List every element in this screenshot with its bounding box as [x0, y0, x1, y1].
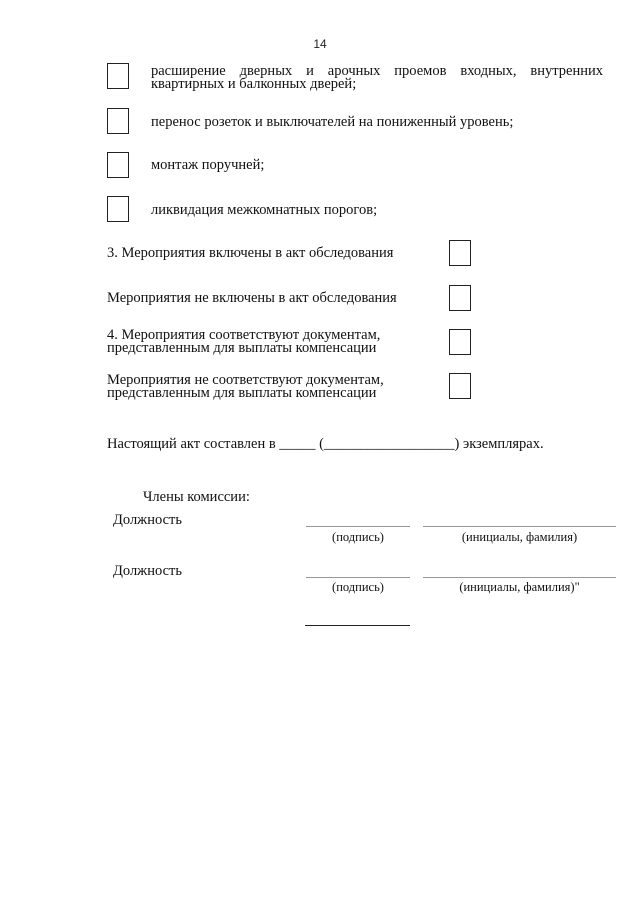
end-separator-line — [305, 625, 410, 626]
name-line-1 — [423, 526, 616, 527]
status-not-included-label: Мероприятия не включены в акт обследования — [107, 290, 397, 306]
measure-label-handrails: монтаж поручней; — [151, 157, 265, 173]
signature-line-1 — [306, 526, 410, 527]
measure-label-sockets: перенос розеток и выключателей на пониженный уровень; — [151, 114, 514, 130]
name-caption-2: (инициалы, фамилия)" — [459, 580, 580, 594]
status-match-label-line1: 4. Мероприятия соответствуют документам, — [107, 327, 381, 343]
status-not-match-label-line2: представленным для выплаты компенсации — [107, 385, 377, 401]
signature-caption-2: (подпись) — [332, 580, 384, 594]
status-not-included-checkbox[interactable] — [449, 285, 471, 311]
name-line-2 — [423, 577, 616, 578]
signature-line-2 — [306, 577, 410, 578]
status-not-match-checkbox[interactable] — [449, 373, 471, 399]
status-not-match-label-line1: Мероприятия не соответствуют документам, — [107, 372, 384, 388]
measure-label-door-widening-line1: расширение дверных и арочных проемов входных, внутренних — [151, 63, 603, 79]
page-number: 14 — [313, 37, 327, 51]
measure-label-thresholds: ликвидация межкомнатных порогов; — [151, 202, 378, 218]
name-caption-1: (инициалы, фамилия) — [461, 530, 578, 544]
member-position-1: Должность — [113, 512, 182, 528]
copies-statement: Настоящий акт составлен в _____ (__________________) экземплярах. — [107, 436, 544, 452]
signature-caption-1: (подпись) — [332, 530, 384, 544]
status-included-label: 3. Мероприятия включены в акт обследования — [107, 245, 394, 261]
status-included-checkbox[interactable] — [449, 240, 471, 266]
commission-title: Члены комиссии: — [143, 489, 250, 505]
measure-checkbox-sockets[interactable] — [107, 108, 129, 134]
measure-checkbox-door-widening[interactable] — [107, 63, 129, 89]
status-match-checkbox[interactable] — [449, 329, 471, 355]
status-match-label-line2: представленным для выплаты компенсации — [107, 340, 377, 356]
member-position-2: Должность — [113, 563, 182, 579]
measure-label-door-widening-line2: квартирных и балконных дверей; — [151, 76, 357, 92]
measure-checkbox-handrails[interactable] — [107, 152, 129, 178]
measure-checkbox-thresholds[interactable] — [107, 196, 129, 222]
